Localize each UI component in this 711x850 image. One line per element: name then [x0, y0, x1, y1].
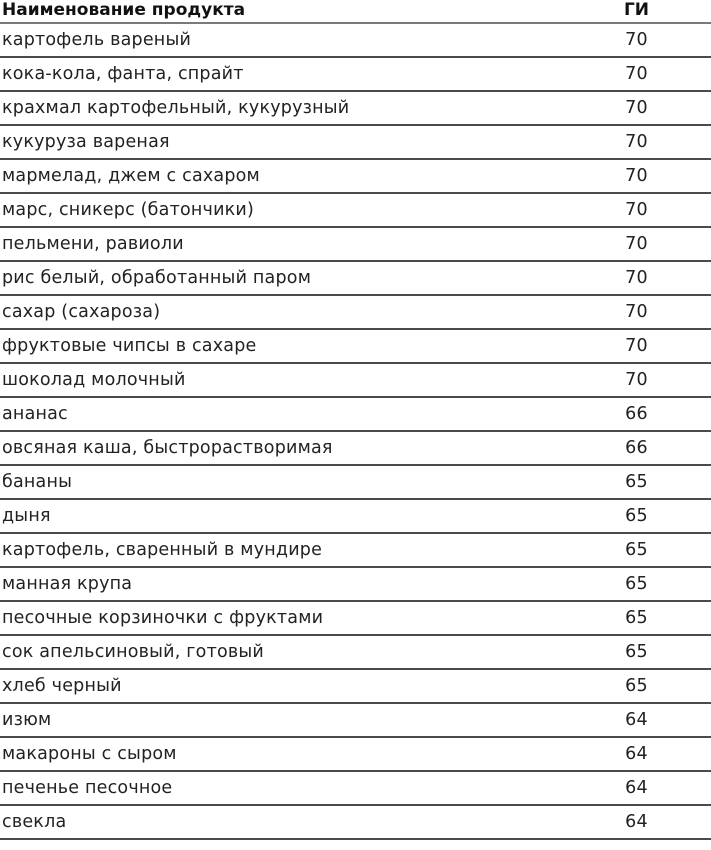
- product-name: марс, сникерс (батончики): [0, 193, 570, 227]
- product-name: ананас: [0, 397, 570, 431]
- table-row: [0, 431, 711, 465]
- product-name: песочные корзиночки с фруктами: [0, 601, 570, 635]
- gi-value: 64: [570, 703, 711, 737]
- gi-value: 66: [570, 397, 711, 431]
- table-row: [0, 601, 711, 635]
- product-name: макароны с сыром: [0, 737, 570, 771]
- table-row: [0, 193, 711, 227]
- gi-value: 64: [570, 737, 711, 771]
- table-row: [0, 567, 711, 601]
- product-name: манная крупа: [0, 567, 570, 601]
- gi-value: 70: [570, 57, 711, 91]
- table-row: [0, 329, 711, 363]
- table-row: [0, 465, 711, 499]
- product-name: картофель вареный: [0, 23, 570, 57]
- product-name: кока-кола, фанта, спрайт: [0, 57, 570, 91]
- gi-value: 65: [570, 567, 711, 601]
- gi-value: 70: [570, 159, 711, 193]
- product-name: сахар (сахароза): [0, 295, 570, 329]
- gi-value: 70: [570, 227, 711, 261]
- gi-value: 70: [570, 363, 711, 397]
- product-name: бананы: [0, 465, 570, 499]
- table-row: [0, 261, 711, 295]
- table-row: [0, 771, 711, 805]
- product-name: картофель, сваренный в мундире: [0, 533, 570, 567]
- gi-value: 64: [570, 771, 711, 805]
- gi-value: 70: [570, 329, 711, 363]
- table-row: [0, 295, 711, 329]
- product-name: печенье песочное: [0, 771, 570, 805]
- table-row: [0, 703, 711, 737]
- product-name: дыня: [0, 499, 570, 533]
- table-row: [0, 23, 711, 57]
- gi-value: 70: [570, 23, 711, 57]
- product-name: шоколад молочный: [0, 363, 570, 397]
- header-product-name: Наименование продукта: [0, 0, 570, 23]
- table-row: [0, 125, 711, 159]
- gi-value: 70: [570, 91, 711, 125]
- gi-value: 65: [570, 601, 711, 635]
- header-row: [0, 0, 711, 23]
- product-name: рис белый, обработанный паром: [0, 261, 570, 295]
- table-row: [0, 363, 711, 397]
- table-row: [0, 669, 711, 703]
- gi-value: 70: [570, 193, 711, 227]
- table-row: [0, 91, 711, 125]
- table-row: [0, 737, 711, 771]
- product-name: овсяная каша, быстрорастворимая: [0, 431, 570, 465]
- gi-value: 65: [570, 635, 711, 669]
- product-name: крахмал картофельный, кукурузный: [0, 91, 570, 125]
- gi-value: 65: [570, 533, 711, 567]
- gi-value: 65: [570, 669, 711, 703]
- gi-value: 70: [570, 295, 711, 329]
- table-body: [0, 23, 711, 839]
- table-row: [0, 57, 711, 91]
- table-row: [0, 159, 711, 193]
- header-gi: ГИ: [570, 0, 711, 23]
- product-name: сок апельсиновый, готовый: [0, 635, 570, 669]
- gi-value: 65: [570, 499, 711, 533]
- product-name: изюм: [0, 703, 570, 737]
- table-row: [0, 227, 711, 261]
- product-name: мармелад, джем с сахаром: [0, 159, 570, 193]
- gi-value: 70: [570, 261, 711, 295]
- product-name: хлеб черный: [0, 669, 570, 703]
- table-row: [0, 533, 711, 567]
- product-name: пельмени, равиоли: [0, 227, 570, 261]
- product-name: свекла: [0, 805, 570, 839]
- table-row: [0, 635, 711, 669]
- gi-value: 65: [570, 465, 711, 499]
- gi-value: 64: [570, 805, 711, 839]
- product-name: фруктовые чипсы в сахаре: [0, 329, 570, 363]
- table-row: [0, 397, 711, 431]
- table-row: [0, 499, 711, 533]
- gi-value: 66: [570, 431, 711, 465]
- table-header: [0, 0, 711, 23]
- gi-value: 70: [570, 125, 711, 159]
- table-row: [0, 805, 711, 839]
- product-name: кукуруза вареная: [0, 125, 570, 159]
